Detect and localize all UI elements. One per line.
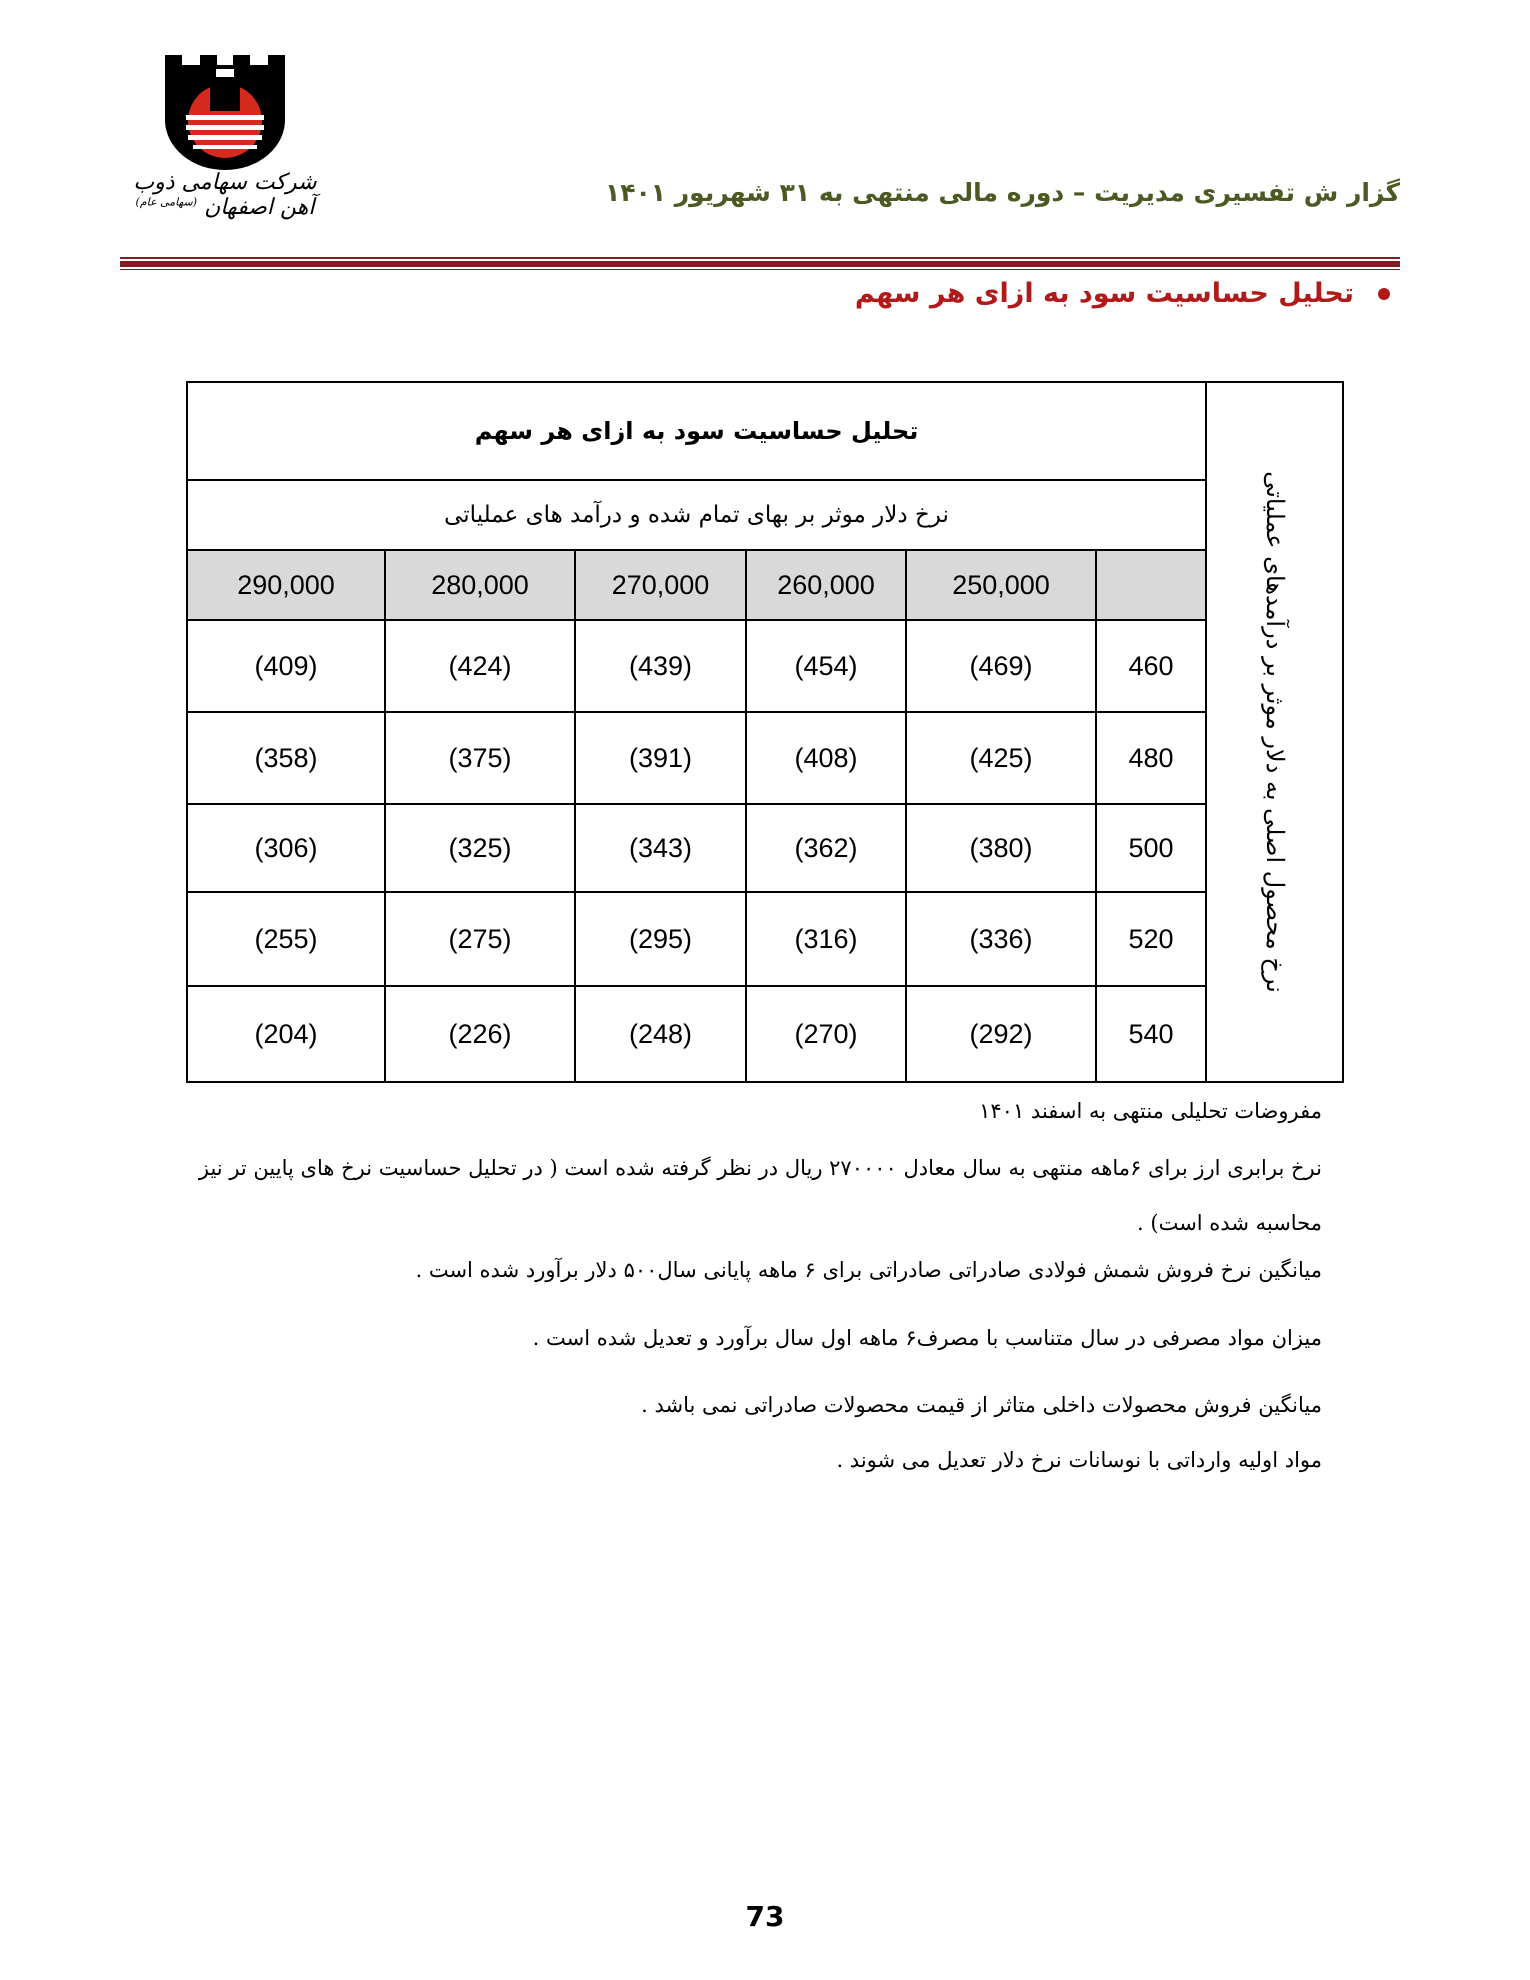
column-header: 250,000 [906, 550, 1096, 620]
report-title: گزار ش تفسیری مدیریت – دوره مالی منتهی به ۳۱ شهریور ۱۴۰۱ [605, 178, 1400, 207]
corner-cell [1096, 550, 1206, 620]
table-cell: (336) [906, 892, 1096, 986]
table-cell: (439) [575, 620, 746, 712]
table-cell: (270) [746, 986, 906, 1082]
table-cell: (454) [746, 620, 906, 712]
table-cell: (316) [746, 892, 906, 986]
assumptions-notes [192, 1098, 1322, 1474]
column-header: 260,000 [746, 550, 906, 620]
company-name: شرکت سهامی ذوب آهن اصفهان $^{(سهامی عام)}$ [133, 170, 317, 220]
page-number: 73 [745, 1900, 785, 1933]
table-cell: (362) [746, 804, 906, 892]
table-cell: (343) [575, 804, 746, 892]
table-cell: (275) [385, 892, 575, 986]
table-row [187, 892, 1343, 986]
table-cell: (204) [187, 986, 385, 1082]
table-cell: (358) [187, 712, 385, 804]
header-divider-thin [120, 269, 1400, 270]
table-cell: (424) [385, 620, 575, 712]
row-label: 500 [1096, 804, 1206, 892]
table-cell: (469) [906, 620, 1096, 712]
column-header-row [187, 550, 1343, 620]
table-cell: (408) [746, 712, 906, 804]
row-label: 460 [1096, 620, 1206, 712]
table-row [187, 712, 1343, 804]
section-heading [855, 278, 1390, 309]
table-cell: (226) [385, 986, 575, 1082]
row-label: 540 [1096, 986, 1206, 1082]
section-heading-text: تحلیل حساسیت سود به ازای هر سهم [854, 278, 1354, 309]
materials-note: میزان مواد مصرفی در سال متناسب با مصرف۶ ماهه اول سال برآورد و تعدیل شده است . [532, 1325, 1322, 1350]
table-cell: (295) [575, 892, 746, 986]
logo-emblem [160, 55, 290, 170]
header-divider [120, 257, 1400, 259]
table-subtitle: نرخ دلار موثر بر بهای تمام شده و درآمد های عملیاتی [187, 480, 1206, 550]
table-cell: (409) [187, 620, 385, 712]
sensitivity-table [186, 381, 1344, 1083]
bullet-icon [1378, 288, 1390, 300]
column-header: 280,000 [385, 550, 575, 620]
export-price-note: میانگین نرخ فروش شمش فولادی صادراتی صادراتی برای ۶ ماهه پایانی سال۵۰۰ دلار برآورد شده است . [415, 1258, 1322, 1283]
side-label-cell [1206, 382, 1343, 1082]
domestic-sales-note: میانگین فروش محصولات داخلی متاثر از قیمت محصولات صادراتی نمی باشد . [641, 1392, 1322, 1417]
table-cell: (325) [385, 804, 575, 892]
table-cell: (292) [906, 986, 1096, 1082]
table-cell: (248) [575, 986, 746, 1082]
column-header: 290,000 [187, 550, 385, 620]
row-label: 520 [1096, 892, 1206, 986]
company-logo [120, 55, 330, 225]
table-cell: (425) [906, 712, 1096, 804]
table-row [187, 620, 1343, 712]
table-row [187, 986, 1343, 1082]
assumptions-title: مفروضات تحلیلی منتهی به اسفند ۱۴۰۱ [979, 1099, 1322, 1123]
column-header: 270,000 [575, 550, 746, 620]
header-divider-thick [120, 261, 1400, 267]
table-title: تحلیل حساسیت سود به ازای هر سهم [187, 382, 1206, 480]
table-cell: (306) [187, 804, 385, 892]
table-row [187, 804, 1343, 892]
company-type: (سهامی عام) [135, 195, 198, 209]
table-cell: (255) [187, 892, 385, 986]
fx-rate-note: نرخ برابری ارز برای ۶ماهه منتهی به سال معادل ۲۷۰۰۰۰ ریال در نظر گرفته شده است ( در تحلیل حساسیت نرخ های پایین تر نیز محاسبه شده است) . [198, 1156, 1322, 1236]
side-label: نرخ محصول اصلی به دلار موثر بر درآمدهای عملیاتی [1260, 471, 1289, 993]
imported-materials-note: مواد اولیه وارداتی با نوسانات نرخ دلار تعدیل می شوند . [836, 1448, 1322, 1473]
row-label: 480 [1096, 712, 1206, 804]
table-cell: (391) [575, 712, 746, 804]
table-cell: (375) [385, 712, 575, 804]
table-cell: (380) [906, 804, 1096, 892]
